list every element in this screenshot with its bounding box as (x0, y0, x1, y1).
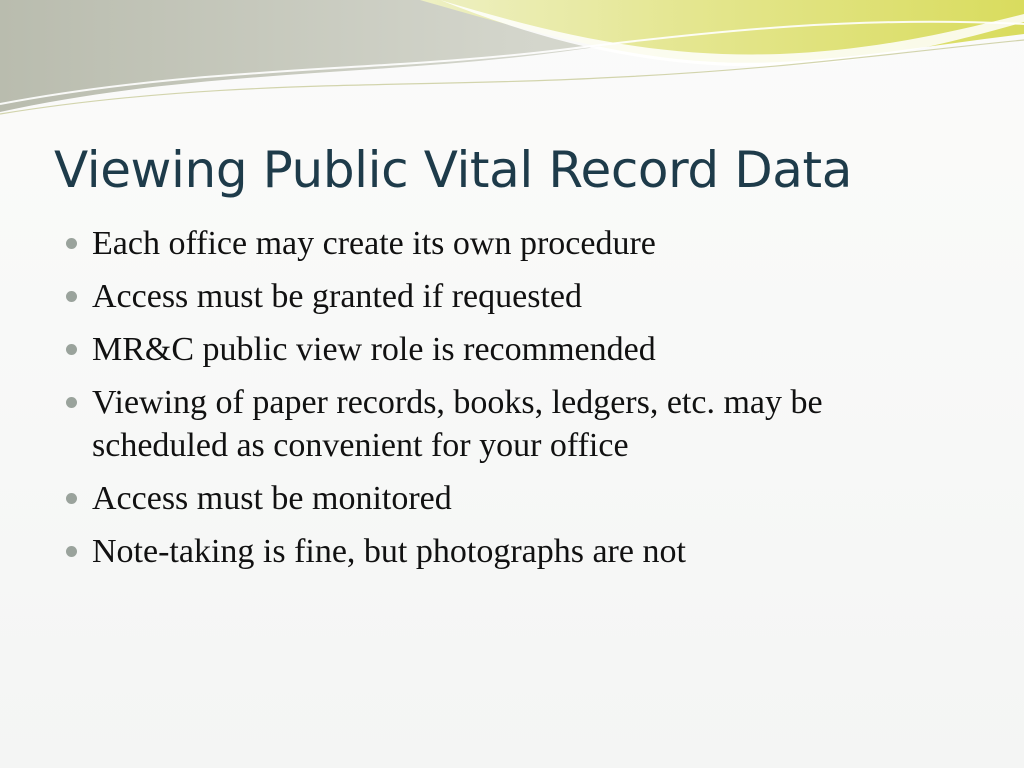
bullet-item (62, 530, 962, 573)
bullet-text: Access must be granted if requested (92, 278, 582, 315)
bullet-dot-icon (66, 493, 77, 504)
slide-title: Viewing Public Vital Record Data (54, 141, 852, 199)
bullet-dot-icon (66, 546, 77, 557)
header-swoosh-decoration (0, 0, 1024, 130)
bullet-dot-icon (66, 238, 77, 249)
bullet-list (62, 222, 962, 583)
bullet-dot-icon (66, 291, 77, 302)
bullet-dot-icon (66, 344, 77, 355)
bullet-text: Each office may create its own procedure (92, 225, 656, 262)
bullet-text: Access must be monitored (92, 480, 452, 517)
bullet-item (62, 328, 962, 371)
bullet-text: Viewing of paper records, books, ledgers, etc. may be scheduled as convenient for your office (92, 384, 823, 464)
bullet-item (62, 275, 962, 318)
bullet-item (62, 381, 962, 467)
bullet-item (62, 222, 962, 265)
bullet-text: MR&C public view role is recommended (92, 331, 656, 368)
bullet-dot-icon (66, 397, 77, 408)
bullet-item (62, 477, 962, 520)
bullet-text: Note-taking is fine, but photographs are not (92, 533, 686, 570)
